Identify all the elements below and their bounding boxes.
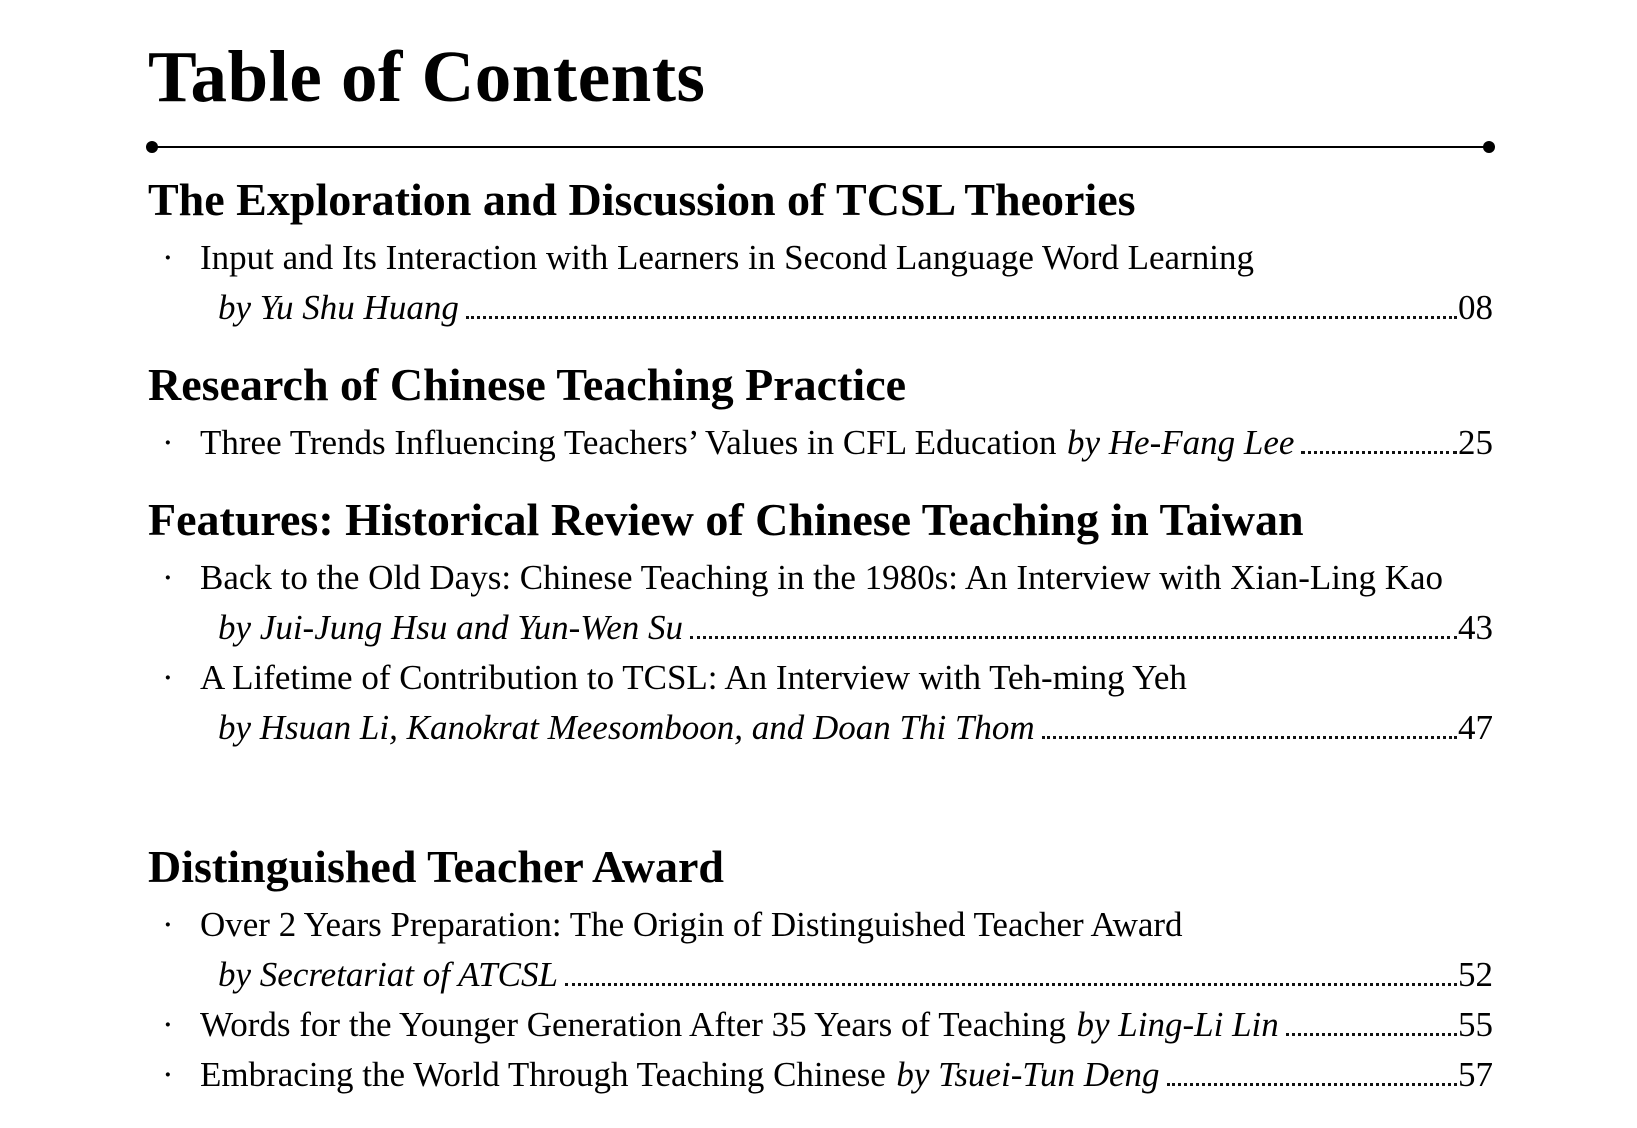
- entry-author: by Ling-Li Lin: [1076, 1004, 1279, 1044]
- page-title: Table of Contents: [148, 36, 706, 117]
- entry-author: by Tsuei-Tun Deng: [896, 1054, 1160, 1094]
- toc-entry-line: [148, 553, 1493, 603]
- toc-section: [148, 494, 1493, 753]
- bullet-icon: ·: [162, 237, 174, 277]
- toc-entry-line: [148, 1050, 1493, 1100]
- bullet-icon: ·: [162, 557, 174, 597]
- toc-entry-line: [148, 233, 1493, 283]
- rule-left-dot-icon: [146, 141, 158, 153]
- entry-title: Words for the Younger Generation After 35 Years of Teaching: [200, 1004, 1066, 1044]
- toc-item: [148, 418, 1493, 468]
- entry-title: Back to the Old Days: Chinese Teaching in the 1980s: An Interview with Xian-Ling Kao: [200, 557, 1444, 597]
- toc-entry-author-line: [148, 703, 1493, 753]
- toc-item: [148, 233, 1493, 333]
- entry-title: Over 2 Years Preparation: The Origin of Distinguished Teacher Award: [200, 904, 1183, 944]
- dot-leader: [1167, 1083, 1457, 1086]
- toc-entry-author-line: [148, 950, 1493, 1000]
- entry-title: Three Trends Influencing Teachers’ Values in CFL Education: [200, 422, 1057, 462]
- entry-page-number: 52: [1458, 954, 1493, 994]
- dot-leader: [1301, 451, 1457, 454]
- section-items: [148, 553, 1493, 753]
- entry-author: by Yu Shu Huang: [218, 287, 459, 327]
- dot-leader: [565, 983, 1457, 986]
- section-heading: Distinguished Teacher Award: [148, 840, 724, 892]
- entry-author: by Jui-Jung Hsu and Yun-Wen Su: [218, 607, 684, 647]
- toc-entry-line: [148, 1000, 1493, 1050]
- title-rule: [148, 146, 1493, 148]
- entry-page-number: 55: [1458, 1004, 1493, 1044]
- dot-leader: [1286, 1033, 1457, 1036]
- toc-item: [148, 900, 1493, 1000]
- entry-page-number: 08: [1458, 287, 1493, 327]
- toc-item: [148, 1050, 1493, 1100]
- entry-page-number: 25: [1458, 422, 1493, 462]
- section-items: [148, 233, 1493, 333]
- toc-entry-author-line: [148, 283, 1493, 333]
- toc-section: [148, 359, 1493, 468]
- entry-page-number: 47: [1458, 707, 1493, 747]
- bullet-icon: ·: [162, 1004, 174, 1044]
- toc-item: [148, 553, 1493, 653]
- section-items: [148, 900, 1493, 1100]
- entry-author: by Secretariat of ATCSL: [218, 954, 558, 994]
- entry-title: Embracing the World Through Teaching Chinese: [200, 1054, 886, 1094]
- rule-right-dot-icon: [1483, 141, 1495, 153]
- dot-leader: [1042, 736, 1457, 739]
- entry-page-number: 43: [1458, 607, 1493, 647]
- entry-author: by Hsuan Li, Kanokrat Meesomboon, and Doan Thi Thom: [218, 707, 1035, 747]
- bullet-icon: ·: [162, 904, 174, 944]
- toc-entry-line: [148, 900, 1493, 950]
- toc-entry-line: [148, 418, 1493, 468]
- page-content: [0, 36, 1637, 1100]
- bullet-icon: ·: [162, 422, 174, 462]
- section-items: [148, 418, 1493, 468]
- dot-leader: [690, 636, 1457, 639]
- toc-section: [148, 841, 1493, 1100]
- toc-entry-author-line: [148, 603, 1493, 653]
- dot-leader: [466, 316, 1457, 319]
- section-heading: Features: Historical Review of Chinese Teaching in Taiwan: [148, 493, 1304, 545]
- toc: [148, 174, 1493, 1100]
- entry-title: A Lifetime of Contribution to TCSL: An Interview with Teh-ming Yeh: [200, 657, 1187, 697]
- entry-author: by He-Fang Lee: [1066, 422, 1295, 462]
- toc-item: [148, 1000, 1493, 1050]
- bullet-icon: ·: [162, 1054, 174, 1094]
- bullet-icon: ·: [162, 657, 174, 697]
- entry-title: Input and Its Interaction with Learners in Second Language Word Learning: [200, 237, 1254, 277]
- section-heading: The Exploration and Discussion of TCSL Theories: [148, 174, 1136, 225]
- toc-entry-line: [148, 653, 1493, 703]
- toc-section: [148, 174, 1493, 333]
- toc-item: [148, 653, 1493, 753]
- entry-page-number: 57: [1458, 1054, 1493, 1094]
- section-heading: Research of Chinese Teaching Practice: [148, 358, 907, 410]
